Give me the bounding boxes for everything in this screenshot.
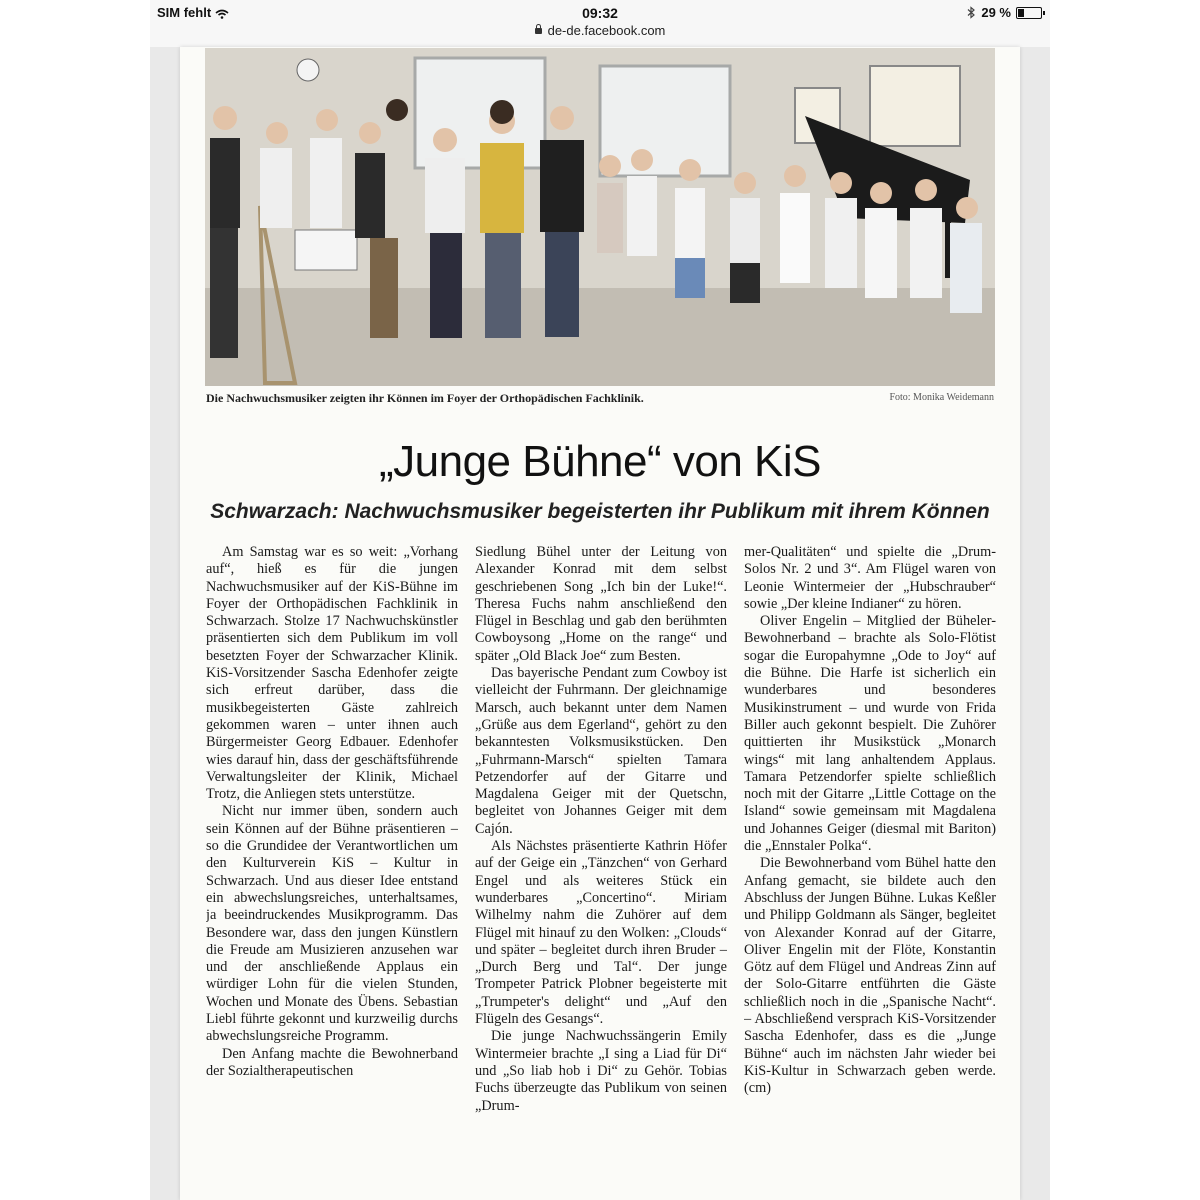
article-paragraph: Nicht nur immer üben, sondern auch sein Können auf der Bühne präsentieren – so die Grundidee der Verantwortlichen um den Kulturverein KiS – Kultur in Schwarzach. Und aus dieser Idee entstand ein abwechslungsreiches, unterhaltsames, ja beeindruckendes Musikprogramm. Das Besondere war, dass den jungen Künstlern die Freude am Musizieren anzusehen war und der anschließende Applaus ein würdiger Lohn für die vielen Stunden, Wochen und Monate des Übens. Sebastian Liebl führte gekonnt und kurzweilig durchs abwechslungsreiche Programm. <box>206 803 458 1045</box>
article-photo[interactable] <box>205 48 995 386</box>
battery-icon <box>1016 7 1042 19</box>
article-paragraph: Die junge Nachwuchssängerin Emily Wintermeier brachte „I sing a Liad für Di“ und „So liab hob i Di“ zu Gehör. Tobias Fuchs überzeugte das Publikum von seinen „Drum- <box>475 1028 727 1114</box>
clock: 09:32 <box>582 5 618 21</box>
article-paragraph: mer-Qualitäten“ und spielte die „Drum-Solos Nr. 2 und 3“. Am Flügel waren von Leonie Wintermeier der „Hubschrauber“ sowie „Der kleine Indianer“ zu hören. <box>744 544 996 612</box>
article-paragraph: Siedlung Bühel unter der Leitung von Alexander Konrad mit dem selbst geschriebenen Song „Ich bin der Luke!“. Theresa Fuchs nahm anschließend den Flügel in Beschlag und gab den berühmten Cowboysong „Home on the range“ und später „Old Black Joe“ zum Besten. <box>475 544 727 664</box>
article-column-3 <box>744 544 996 1184</box>
subheadline: Schwarzach: Nachwuchsmusiker begeisterten ihr Publikum mit ihrem Können <box>210 500 990 523</box>
article-column-2 <box>475 544 727 1184</box>
battery-percent: 29 % <box>981 5 1011 20</box>
article-paragraph: Die Bewohnerband vom Bühel hatte den Anfang gemacht, sie bildete auch den Abschluss der Jungen Bühne. Lukas Keßler und Philipp Goldmann als Sänger, begleitet von Alexander Konrad auf der Gitarre, Oliver Engelin mit der Flöte, Konstantin Götz auf dem Flügel und Andreas Zinn auf der Solo-Gitarre entführten die Gäste schließlich noch in die „Spanische Nacht“. – Abschließend versprach KiS-Vorsitzender Sascha Edenhofer, dass es die „Junge Bühne“ auch im nächsten Jahr wieder bei KiS-Kultur in Schwarzach geben werde. (cm) <box>744 855 996 1097</box>
address-bar[interactable] <box>150 23 1050 38</box>
lock-icon <box>535 28 542 34</box>
battery-status <box>967 5 1042 20</box>
photo-credit: Foto: Monika Weidemann <box>889 392 994 403</box>
headline: „Junge Bühne“ von KiS <box>378 437 821 486</box>
carrier-label: SIM fehlt <box>157 5 212 20</box>
newspaper-clipping <box>180 47 1020 1200</box>
article-paragraph: Das bayerische Pendant zum Cowboy ist vielleicht der Fuhrmann. Der gleichnamige Marsch, auch bekannt unter dem Namen „Grüße aus dem Egerland“, gehört zu den bekanntesten Volksmusikstücken. Den „Fuhrmann-Marsch“ spielten Tamara Petzendorfer auf der Gitarre und Magdalena Geiger mit der Quetschn, begleitet von Johannes Geiger mit dem Cajón. <box>475 665 727 837</box>
bluetooth-icon <box>967 6 976 19</box>
url-text: de-de.facebook.com <box>547 23 666 38</box>
photo-illustration <box>205 48 995 386</box>
article-paragraph: Oliver Engelin – Mitglied der Büheler-Bewohnerband – brachte als Solo-Flötist sogar die Europahymne „Ode to Joy“ auf die Bühne. Die Harfe ist sicherlich ein wunderbares und besonderes Musikinstrument – und wurde von Frida Biller auch gekonnt bespielt. Die Zuhörer quittierten ihr Musikstück „Monarch wings“ mit lang anhaltendem Applaus. Tamara Petzendorfer spielte schließlich noch mit der Gitarre „Little Cottage on the Island“ sowie gemeinsam mit Magdalena und Johannes Geiger (diesmal mit Bariton) die „Ennstaler Polka“. <box>744 613 996 855</box>
article-paragraph: Am Samstag war es so weit: „Vorhang auf“, hieß es für die jungen Nachwuchsmusiker auf der KiS-Bühne im Foyer der Orthopädischen Fachklinik in Schwarzach. Stolze 17 Nachwuchskünstler präsentierten sich dem Publikum im voll besetzten Foyer der Schwarzacher Klinik. KiS-Vorsitzender Sascha Edenhofer zeigte sich erfreut darüber, dass die musikbegeisterten Gäste zahlreich gekommen waren – unter ihnen auch Bürgermeister Georg Edbauer. Edenhofer wies darauf hin, dass der geschäftsführende Verwaltungsleiter der Klinik, Michael Trotz, die Anliegen stets unterstütze. <box>206 544 458 803</box>
battery-level <box>1018 9 1024 17</box>
status-bar <box>150 0 1050 47</box>
article-paragraph: Als Nächstes präsentierte Kathrin Höfer auf der Geige ein „Tänzchen“ von Gerhard Engel und als weiteres Stück ein wunderbares „Concertino“. Miriam Wilhelmy nahm die Zuhörer auf dem Flügel mit hinauf zu den Wolken: „Clouds“ und später – begleitet durch ihren Bruder – „Durch Berg und Tal“. Der junge Trompeter Patrick Plobner begeisterte mit „Trumpeter's delight“ und „Auf den Flügeln des Gesangs“. <box>475 838 727 1028</box>
article-column-1 <box>206 544 458 1184</box>
photo-caption: Die Nachwuchsmusiker zeigten ihr Können im Foyer der Orthopädischen Fachklinik. <box>206 391 644 405</box>
article-body <box>206 544 996 1184</box>
phone-screen <box>150 0 1050 1200</box>
article-paragraph: Den Anfang machte die Bewohnerband der Sozialtherapeutischen <box>206 1045 458 1079</box>
